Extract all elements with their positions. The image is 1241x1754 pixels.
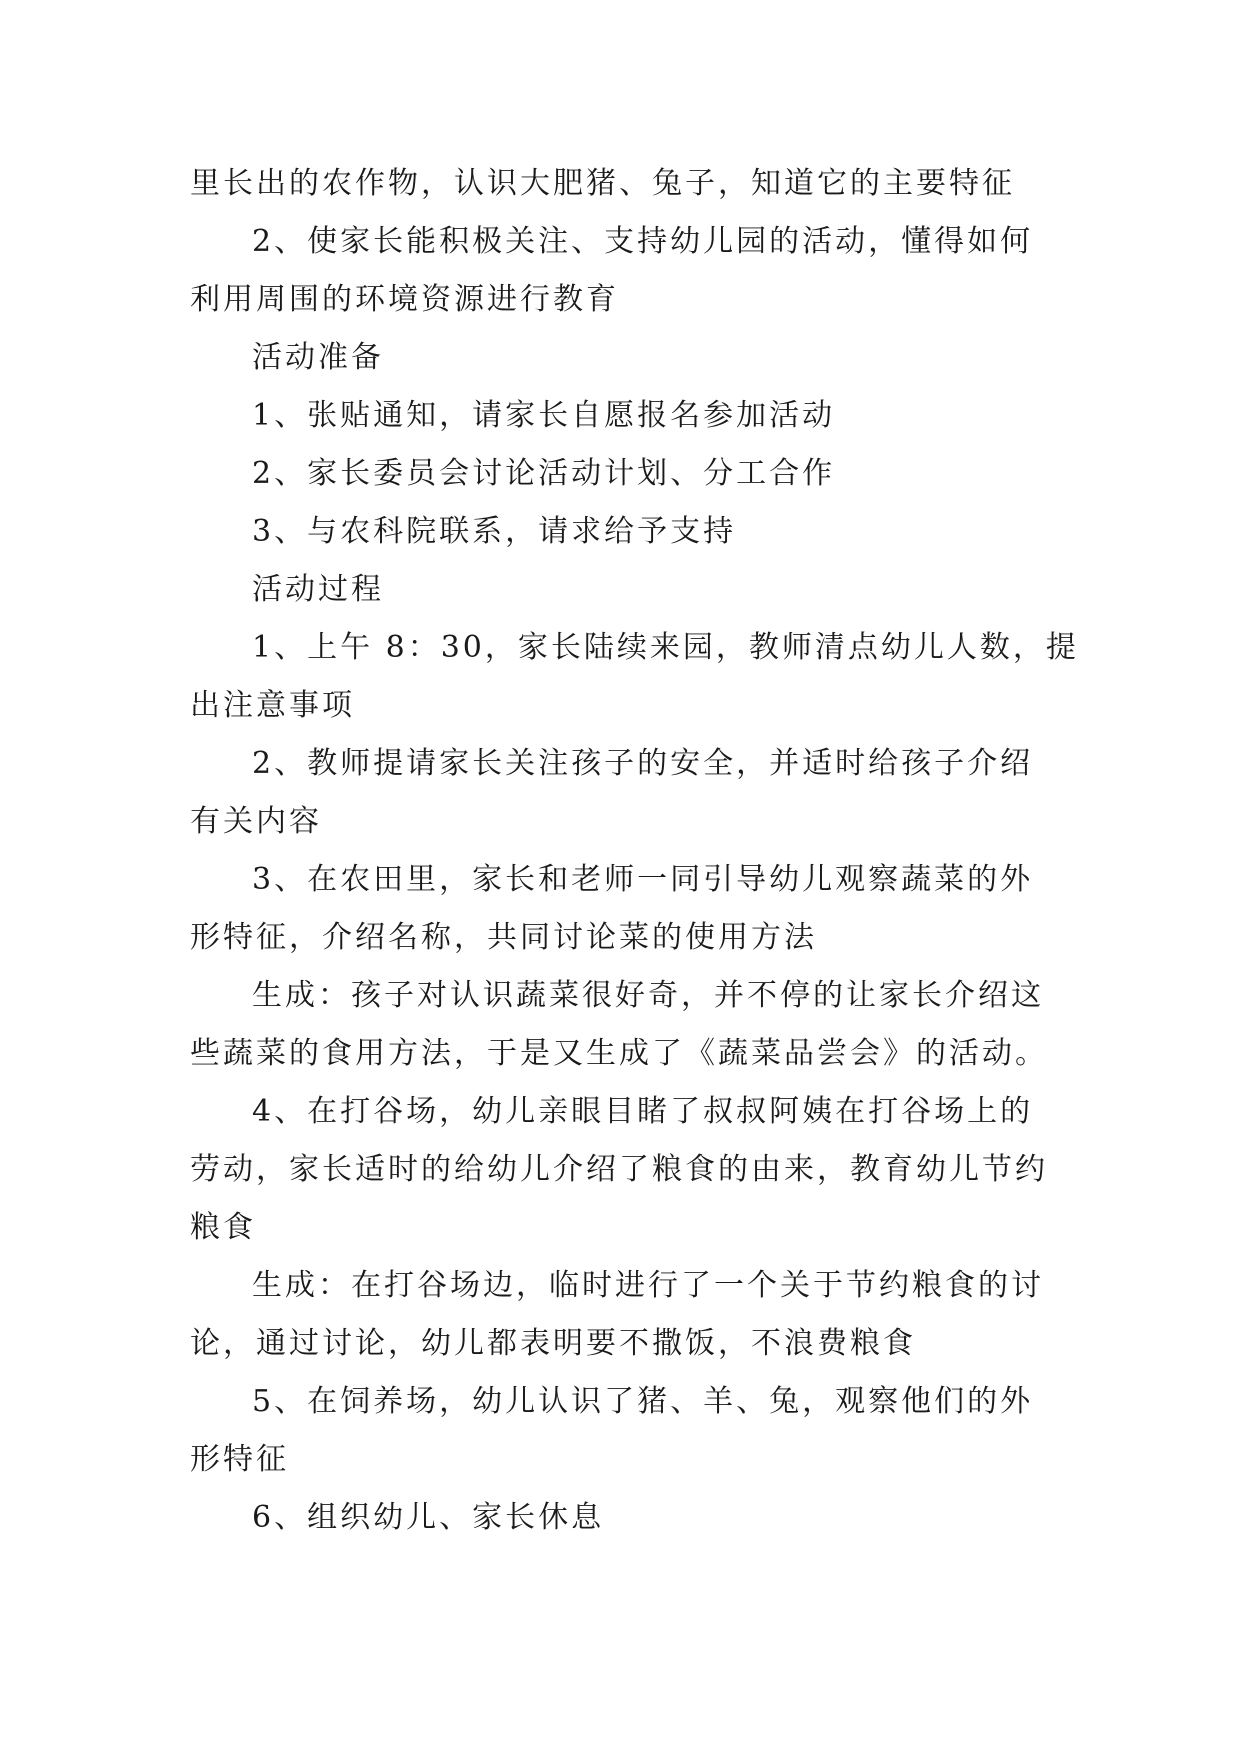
text-line: 粮食 [190,1210,256,1245]
text-line: 2、家长委员会讨论活动计划、分工合作 [252,456,836,491]
text-line: 有关内容 [190,804,322,839]
text-line: 生成：孩子对认识蔬菜很好奇，并不停的让家长介绍这 [252,978,1044,1013]
text-line: 利用周围的环境资源进行教育 [190,282,619,317]
text-line: 形特征 [190,1442,289,1477]
text-line: 3、在农田里，家长和老师一同引导幼儿观察蔬菜的外 [252,862,1034,897]
text-line: 生成：在打谷场边，临时进行了一个关于节约粮食的讨 [252,1268,1044,1303]
section-heading: 活动过程 [252,572,384,607]
text-line: 里长出的农作物，认识大肥猪、兔子，知道它的主要特征 [190,166,1015,201]
text-line: 1、上午 8：30，家长陆续来园，教师清点幼儿人数，提 [252,630,1079,665]
text-line: 3、与农科院联系，请求给予支持 [252,514,737,549]
text-line: 劳动，家长适时的给幼儿介绍了粮食的由来，教育幼儿节约 [190,1152,1048,1187]
text-line: 4、在打谷场，幼儿亲眼目睹了叔叔阿姨在打谷场上的 [252,1094,1034,1129]
text-line: 论，通过讨论，幼儿都表明要不撒饭，不浪费粮食 [190,1326,916,1361]
section-heading: 活动准备 [252,340,384,375]
text-line: 形特征，介绍名称，共同讨论菜的使用方法 [190,920,817,955]
text-line: 出注意事项 [190,688,355,723]
text-line: 1、张贴通知，请家长自愿报名参加活动 [252,398,836,433]
text-line: 6、组织幼儿、家长休息 [252,1500,605,1535]
text-line: 2、使家长能积极关注、支持幼儿园的活动，懂得如何 [252,224,1034,259]
text-line: 些蔬菜的食用方法，于是又生成了《蔬菜品尝会》的活动。 [190,1036,1048,1071]
text-line: 2、教师提请家长关注孩子的安全，并适时给孩子介绍 [252,746,1034,781]
text-line: 5、在饲养场，幼儿认识了猪、羊、兔，观察他们的外 [252,1384,1034,1419]
